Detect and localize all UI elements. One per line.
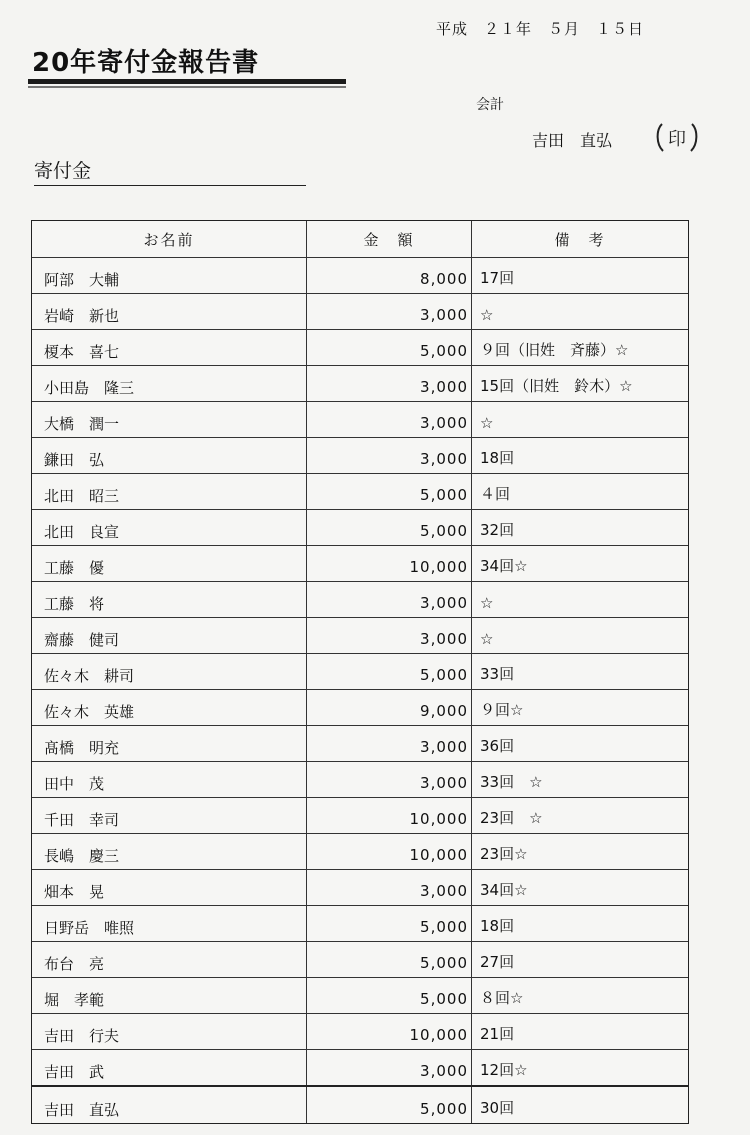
title-underline bbox=[28, 79, 346, 84]
donor-name: 髙橋 明充 bbox=[44, 739, 120, 757]
donation-amount-cell bbox=[307, 870, 472, 905]
donor-name: 北田 良宣 bbox=[44, 523, 120, 541]
donation-note-cell bbox=[472, 1014, 688, 1049]
donation-amount-cell bbox=[307, 1050, 472, 1085]
column-header-amount: 金 額 bbox=[307, 221, 472, 257]
donor-name: 阿部 大輔 bbox=[44, 271, 120, 289]
donation-note-cell bbox=[472, 690, 688, 725]
donor-name-cell bbox=[32, 978, 307, 1013]
donation-note: 34回☆ bbox=[480, 557, 528, 575]
donor-name-cell bbox=[32, 906, 307, 941]
donation-amount: 3,000 bbox=[420, 378, 468, 396]
donation-amount: 10,000 bbox=[409, 1026, 468, 1044]
donation-note: ☆ bbox=[480, 414, 494, 432]
donation-note: 18回 bbox=[480, 917, 515, 935]
donor-name: 長嶋 慶三 bbox=[44, 847, 120, 865]
donation-note-cell bbox=[472, 726, 688, 761]
donation-amount-cell bbox=[307, 510, 472, 545]
donation-amount-cell bbox=[307, 258, 472, 293]
table-row bbox=[32, 329, 688, 365]
donation-amount-cell bbox=[307, 654, 472, 689]
donation-note: 21回 bbox=[480, 1025, 515, 1043]
donor-name-cell bbox=[32, 1050, 307, 1085]
treasurer-name: 吉田 直弘 bbox=[532, 131, 613, 150]
donation-amount: 10,000 bbox=[409, 846, 468, 864]
donation-note-cell bbox=[472, 366, 688, 401]
table-row bbox=[32, 293, 688, 329]
donor-name-cell bbox=[32, 762, 307, 797]
donor-name-cell bbox=[32, 402, 307, 437]
donation-amount-cell bbox=[307, 906, 472, 941]
donation-note: 32回 bbox=[480, 521, 515, 539]
donor-name: 日野岳 唯照 bbox=[44, 919, 135, 937]
donor-name: 畑本 晃 bbox=[44, 883, 105, 901]
title-underline-shadow bbox=[28, 86, 346, 88]
section-underline bbox=[34, 185, 306, 186]
donation-note-cell bbox=[472, 438, 688, 473]
donation-note-cell bbox=[472, 258, 688, 293]
table-row bbox=[32, 437, 688, 473]
donation-amount: 3,000 bbox=[420, 630, 468, 648]
donation-amount-cell bbox=[307, 474, 472, 509]
donation-amount: 5,000 bbox=[420, 342, 468, 360]
donation-amount: 10,000 bbox=[409, 558, 468, 576]
table-row bbox=[32, 905, 688, 941]
donor-name: 吉田 直弘 bbox=[44, 1101, 120, 1119]
donor-name-cell bbox=[32, 726, 307, 761]
donation-amount: 3,000 bbox=[420, 1062, 468, 1080]
donation-note-cell bbox=[472, 762, 688, 797]
donation-amount: 5,000 bbox=[420, 486, 468, 504]
donation-note-cell bbox=[472, 942, 688, 977]
donor-name-cell bbox=[32, 510, 307, 545]
donor-name: 堀 孝範 bbox=[44, 991, 105, 1009]
donor-name: 齋藤 健司 bbox=[44, 631, 120, 649]
table-row bbox=[32, 653, 688, 689]
table-row bbox=[32, 977, 688, 1013]
donor-name: 吉田 行夫 bbox=[44, 1027, 120, 1045]
donation-amount: 3,000 bbox=[420, 774, 468, 792]
donation-note-cell bbox=[472, 294, 688, 329]
donation-amount: 3,000 bbox=[420, 414, 468, 432]
donation-amount: 5,000 bbox=[420, 918, 468, 936]
donation-note-cell bbox=[472, 1087, 688, 1123]
donation-note-cell bbox=[472, 474, 688, 509]
donor-name-cell bbox=[32, 546, 307, 581]
donation-amount-cell bbox=[307, 978, 472, 1013]
table-row bbox=[32, 257, 688, 293]
donation-note: 18回 bbox=[480, 449, 515, 467]
seal-stamp-icon bbox=[652, 118, 702, 156]
donation-note-cell bbox=[472, 906, 688, 941]
donation-note-cell bbox=[472, 582, 688, 617]
donation-note: ９回（旧姓 斉藤）☆ bbox=[480, 341, 629, 359]
page-title: 20年寄付金報告書 bbox=[32, 48, 260, 78]
donation-note-cell bbox=[472, 1050, 688, 1085]
donation-amount-cell bbox=[307, 582, 472, 617]
donor-name-cell bbox=[32, 870, 307, 905]
donation-note: 23回☆ bbox=[480, 845, 528, 863]
donation-note: 17回 bbox=[480, 269, 515, 287]
donation-amount-cell bbox=[307, 942, 472, 977]
table-row bbox=[32, 725, 688, 761]
donation-amount: 8,000 bbox=[420, 270, 468, 288]
table-header-row bbox=[32, 221, 688, 257]
report-date: 平成 ２１年 ５月 １５日 bbox=[436, 20, 645, 38]
donation-amount: 5,000 bbox=[420, 666, 468, 684]
donor-name: 鎌田 弘 bbox=[44, 451, 105, 469]
donation-note: ☆ bbox=[480, 306, 494, 324]
table-row bbox=[32, 833, 688, 869]
donation-amount-cell bbox=[307, 438, 472, 473]
donation-amount: 5,000 bbox=[420, 1100, 468, 1118]
donor-name: 工藤 優 bbox=[44, 559, 105, 577]
table-row bbox=[32, 617, 688, 653]
donor-name-cell bbox=[32, 258, 307, 293]
table-row bbox=[32, 581, 688, 617]
donation-note-cell bbox=[472, 546, 688, 581]
table-row bbox=[32, 797, 688, 833]
column-header-note: 備 考 bbox=[554, 230, 606, 249]
donation-amount-cell bbox=[307, 762, 472, 797]
donation-note-cell bbox=[472, 978, 688, 1013]
section-title: 寄付金 bbox=[34, 160, 92, 182]
donation-note: 12回☆ bbox=[480, 1061, 528, 1079]
donation-amount-cell bbox=[307, 546, 472, 581]
donation-note: ９回☆ bbox=[480, 701, 524, 719]
donation-note: 33回 ☆ bbox=[480, 773, 543, 791]
donor-name-cell bbox=[32, 582, 307, 617]
donor-name: 小田島 隆三 bbox=[44, 379, 135, 397]
donation-note: ☆ bbox=[480, 630, 494, 648]
donation-amount-cell bbox=[307, 618, 472, 653]
donation-note: 34回☆ bbox=[480, 881, 528, 899]
donation-amount: 3,000 bbox=[420, 450, 468, 468]
donation-amount-cell bbox=[307, 726, 472, 761]
donation-note-cell bbox=[472, 870, 688, 905]
donation-note-cell bbox=[472, 402, 688, 437]
donor-name-cell bbox=[32, 798, 307, 833]
donor-name: 吉田 武 bbox=[44, 1063, 105, 1081]
donation-note: 27回 bbox=[480, 953, 515, 971]
donation-amount-cell bbox=[307, 366, 472, 401]
donor-name-cell bbox=[32, 654, 307, 689]
donation-amount-cell bbox=[307, 834, 472, 869]
donor-name-cell bbox=[32, 330, 307, 365]
table-row bbox=[32, 689, 688, 725]
donor-name-cell bbox=[32, 474, 307, 509]
table-row bbox=[32, 1085, 688, 1123]
donation-note: 23回 ☆ bbox=[480, 809, 543, 827]
table-row bbox=[32, 1013, 688, 1049]
donor-name: 大橋 潤一 bbox=[44, 415, 120, 433]
table-row bbox=[32, 1049, 688, 1085]
donation-note: ８回☆ bbox=[480, 989, 524, 1007]
table-row bbox=[32, 761, 688, 797]
donor-name-cell bbox=[32, 1087, 307, 1123]
donation-amount-cell bbox=[307, 294, 472, 329]
donor-name: 榎本 喜七 bbox=[44, 343, 120, 361]
table-row bbox=[32, 509, 688, 545]
donation-amount-cell bbox=[307, 1014, 472, 1049]
donation-note: 36回 bbox=[480, 737, 515, 755]
donation-note: ☆ bbox=[480, 594, 494, 612]
donation-table bbox=[31, 220, 689, 1124]
donation-amount-cell bbox=[307, 798, 472, 833]
donation-amount-cell bbox=[307, 690, 472, 725]
donation-amount-cell bbox=[307, 330, 472, 365]
donation-note: ４回 bbox=[480, 485, 511, 503]
donor-name: 佐々木 英雄 bbox=[44, 703, 135, 721]
donor-name: 工藤 将 bbox=[44, 595, 105, 613]
donor-name: 佐々木 耕司 bbox=[44, 667, 135, 685]
donor-name-cell bbox=[32, 366, 307, 401]
donor-name: 布台 亮 bbox=[44, 955, 105, 973]
donor-name: 千田 幸司 bbox=[44, 811, 120, 829]
donation-note: 15回（旧姓 鈴木）☆ bbox=[480, 377, 633, 395]
donation-amount: 3,000 bbox=[420, 594, 468, 612]
donor-name-cell bbox=[32, 690, 307, 725]
table-row bbox=[32, 473, 688, 509]
donation-amount-cell bbox=[307, 1087, 472, 1123]
donation-amount: 3,000 bbox=[420, 882, 468, 900]
donation-amount: 5,000 bbox=[420, 990, 468, 1008]
donor-name-cell bbox=[32, 618, 307, 653]
seal-text: 印 bbox=[668, 129, 686, 150]
donation-amount-cell bbox=[307, 402, 472, 437]
donation-note-cell bbox=[472, 618, 688, 653]
column-header-name: お名前 bbox=[32, 221, 307, 257]
donation-amount: 5,000 bbox=[420, 954, 468, 972]
table-row bbox=[32, 401, 688, 437]
donation-note-cell bbox=[472, 510, 688, 545]
donation-amount: 9,000 bbox=[420, 702, 468, 720]
donation-note-cell bbox=[472, 330, 688, 365]
table-row bbox=[32, 365, 688, 401]
table-row bbox=[32, 545, 688, 581]
donation-amount: 5,000 bbox=[420, 522, 468, 540]
donor-name-cell bbox=[32, 438, 307, 473]
donor-name-cell bbox=[32, 942, 307, 977]
table-row bbox=[32, 941, 688, 977]
donor-name-cell bbox=[32, 1014, 307, 1049]
donation-amount: 3,000 bbox=[420, 306, 468, 324]
donor-name: 北田 昭三 bbox=[44, 487, 120, 505]
donation-note: 33回 bbox=[480, 665, 515, 683]
table-row bbox=[32, 869, 688, 905]
donation-note-cell bbox=[472, 654, 688, 689]
donation-note-cell bbox=[472, 798, 688, 833]
donation-note-cell bbox=[472, 834, 688, 869]
treasurer-role: 会計 bbox=[476, 97, 504, 113]
donation-amount: 10,000 bbox=[409, 810, 468, 828]
donation-note: 30回 bbox=[480, 1099, 515, 1117]
donor-name: 岩崎 新也 bbox=[44, 307, 120, 325]
donor-name: 田中 茂 bbox=[44, 775, 105, 793]
donor-name-cell bbox=[32, 834, 307, 869]
donation-amount: 3,000 bbox=[420, 738, 468, 756]
donor-name-cell bbox=[32, 294, 307, 329]
